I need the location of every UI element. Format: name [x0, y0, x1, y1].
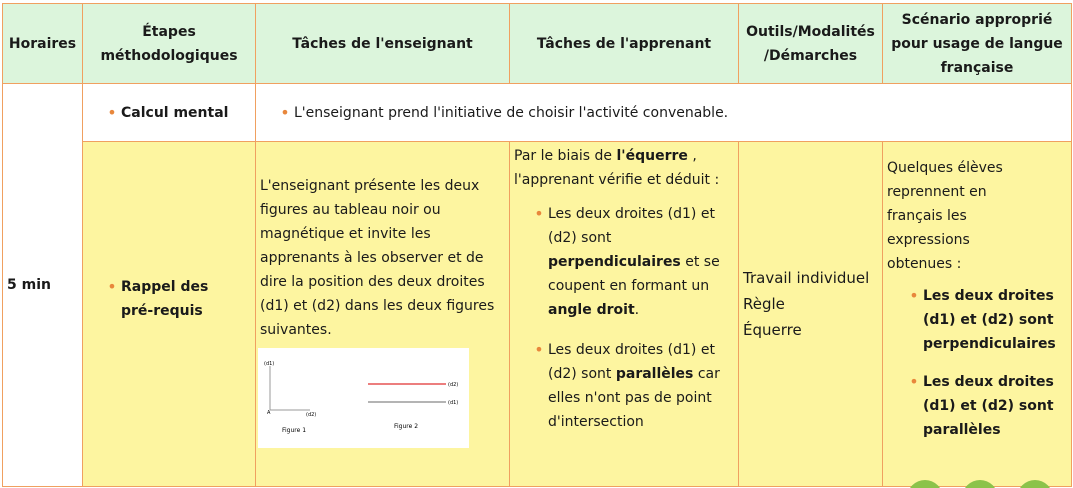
- lesson-plan-table: [2, 3, 1072, 487]
- b1-post: .: [634, 302, 640, 318]
- figures-image: [258, 348, 469, 448]
- bullet-icon: •: [280, 102, 290, 122]
- fig2-label-d2: (d2): [448, 382, 459, 388]
- b2-post: car elles n'ont pas de point d'intersection: [548, 366, 720, 430]
- apprenant-intro-pre: Par le biais de: [514, 148, 617, 164]
- b1-pre: Les deux droites (d1) et (d2) sont: [548, 206, 715, 246]
- outil-travail: Travail individuel: [743, 269, 870, 287]
- bullet-icon: •: [107, 277, 117, 296]
- bullet-icon: •: [909, 286, 919, 305]
- scenario-b2: Les deux droites (d1) et (d2) sont parallèles: [923, 374, 1054, 438]
- bullet-icon: •: [107, 102, 117, 122]
- bullet-icon: •: [909, 372, 919, 391]
- outil-equerre: Équerre: [743, 321, 802, 339]
- decorative-circles: [905, 476, 1065, 488]
- fig-label-d2: (d2): [306, 412, 317, 418]
- fig-label-a: A: [267, 410, 271, 416]
- etape-rappel: Rappel des pré-requis: [121, 279, 209, 319]
- header-horaires: Horaires: [3, 4, 83, 84]
- apprenant-bullet-1: [510, 192, 738, 322]
- header-outils: Outils/Modalités /Démarches: [739, 4, 883, 84]
- calcul-mental-description: L'enseignant prend l'initiative de choisir l'activité convenable.: [294, 104, 729, 121]
- header-taches-apprenant: Tâches de l'apprenant: [510, 4, 739, 84]
- apprenant-bullet-2: [510, 322, 738, 434]
- scenario-b1: Les deux droites (d1) et (d2) sont perpendiculaires: [923, 288, 1056, 352]
- fig1-caption: Figure 1: [282, 427, 307, 434]
- header-taches-enseignant: Tâches de l'enseignant: [256, 4, 510, 84]
- horaire-value: 5 min: [7, 277, 51, 293]
- outil-regle: Règle: [743, 295, 785, 313]
- scenario-cell: [883, 142, 1072, 487]
- apprenant-intro-bold: l'équerre: [616, 148, 688, 164]
- b2-pre: Les deux droites (d1) et (d2) sont: [548, 342, 715, 382]
- bullet-icon: •: [534, 340, 544, 359]
- bullet-icon: •: [534, 204, 544, 223]
- etape-calcul-mental: Calcul mental: [121, 104, 229, 121]
- horaire-cell: [3, 84, 83, 487]
- calcul-mental-description-cell: [256, 84, 1072, 142]
- scenario-bullet-1: [883, 276, 1071, 356]
- scenario-intro: Quelques élèves reprennent en français les expressions obtenues :: [887, 160, 1003, 272]
- fig2-caption: Figure 2: [394, 423, 419, 430]
- apprenant-intro: [510, 142, 738, 192]
- scenario-bullet-2: [883, 356, 1071, 442]
- apprenant-intro-post: , l'apprenant vérifie et déduit :: [514, 148, 720, 188]
- fig2-label-d1: (d1): [448, 400, 459, 406]
- b1-bold2: angle droit: [548, 302, 635, 318]
- etape-rappel-cell: [83, 142, 256, 487]
- header-scenario: Scénario approprié pour usage de langue française: [883, 4, 1072, 84]
- fig-label-d1: (d1): [264, 361, 275, 367]
- b1-bold: perpendiculaires: [548, 254, 681, 270]
- b1-mid: et se coupent en formant un: [548, 254, 720, 294]
- b2-bold: parallèles: [615, 366, 694, 382]
- header-etapes: Étapes méthodologiques: [83, 4, 256, 84]
- etape-calcul-mental-cell: [83, 84, 256, 142]
- enseignant-task-text: L'enseignant présente les deux figures au tableau noir ou magnétique et invite les apprenants à les observer et de dire la position des deux droites (d1) et (d2) dans les deux figures suivantes.: [260, 178, 495, 338]
- apprenant-task-cell: [510, 142, 739, 487]
- enseignant-task-cell: [256, 142, 510, 487]
- outils-cell: [739, 142, 883, 487]
